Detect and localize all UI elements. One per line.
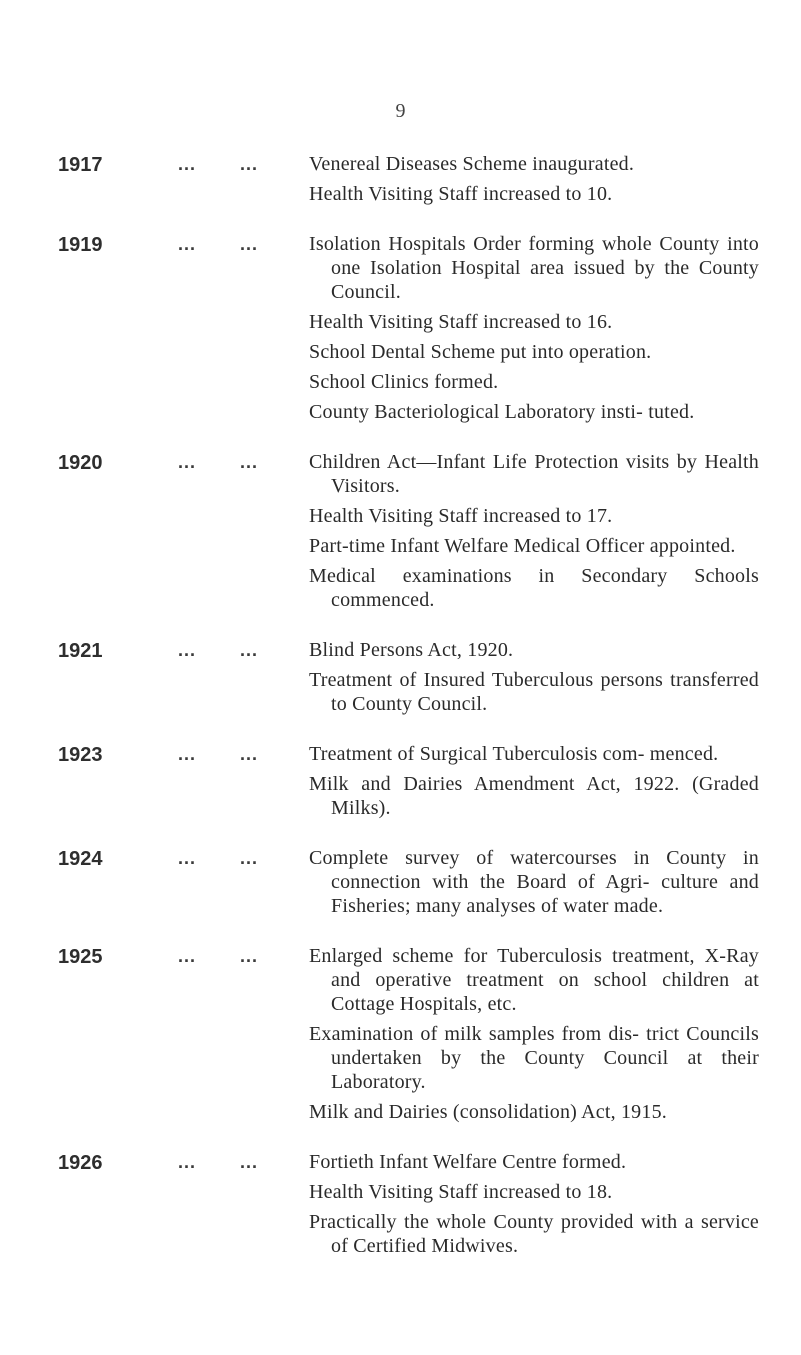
entry-items: [309, 450, 759, 612]
entry-1923: [0, 742, 801, 820]
entry-item: Blind Persons Act, 1920.: [309, 639, 514, 661]
entry-1921: [0, 638, 801, 716]
entry-item: School Clinics formed.: [309, 371, 499, 393]
entry-item: Examination of milk samples from dis- trict Councils undertaken by the County Council at their Laboratory.: [309, 1023, 759, 1093]
entry-item: Milk and Dairies (consolidation) Act, 1915.: [309, 1101, 667, 1123]
page-number: 9: [395, 100, 406, 122]
dot-leader: ...: [178, 1152, 197, 1172]
entry-year: 1923: [58, 744, 103, 766]
entry-item: Complete survey of watercourses in County in connection with the Board of Agri- culture and Fisheries; many analyses of water made.: [309, 847, 759, 917]
entry-item: Medical examinations in Secondary Schools commenced.: [309, 565, 759, 611]
entry-item: Health Visiting Staff increased to 18.: [309, 1181, 613, 1203]
entry-item: Treatment of Insured Tuberculous persons transferred to County Council.: [309, 669, 759, 715]
dot-leader: ...: [240, 946, 259, 966]
entry-1917: [0, 152, 801, 206]
entry-items: [309, 152, 759, 206]
entry-items: [309, 944, 759, 1124]
dot-leader: ...: [178, 234, 197, 254]
entry-item: Part-time Infant Welfare Medical Officer appointed.: [309, 535, 736, 557]
entry-year: 1926: [58, 1152, 103, 1174]
entry-item: Fortieth Infant Welfare Centre formed.: [309, 1151, 627, 1173]
entry-item: Milk and Dairies Amendment Act, 1922. (Graded Milks).: [309, 773, 759, 819]
entry-item: Isolation Hospitals Order forming whole County into one Isolation Hospital area issued by the County Council.: [309, 233, 759, 303]
entry-item: Children Act—Infant Life Protection visits by Health Visitors.: [309, 451, 759, 497]
chronology-list: [0, 152, 801, 1284]
entry-item: Enlarged scheme for Tuberculosis treatment, X-Ray and operative treatment on school children at Cottage Hospitals, etc.: [309, 945, 759, 1015]
dot-leader: ...: [178, 744, 197, 764]
entry-year: 1925: [58, 946, 103, 968]
dot-leader: ...: [240, 1152, 259, 1172]
dot-leader: ...: [240, 640, 259, 660]
entry-1925: [0, 944, 801, 1124]
entry-year: 1919: [58, 234, 103, 256]
entry-item: Practically the whole County provided with a service of Certified Midwives.: [309, 1211, 759, 1257]
dot-leader: ...: [178, 640, 197, 660]
entry-1926: [0, 1150, 801, 1258]
entry-items: [309, 1150, 759, 1258]
dot-leader: ...: [240, 154, 259, 174]
entry-year: 1917: [58, 154, 103, 176]
dot-leader: ...: [240, 234, 259, 254]
entry-item: Health Visiting Staff increased to 10.: [309, 183, 613, 205]
entry-item: Health Visiting Staff increased to 17.: [309, 505, 613, 527]
entry-item: Treatment of Surgical Tuberculosis com- menced.: [309, 743, 719, 765]
dot-leader: ...: [178, 154, 197, 174]
dot-leader: ...: [178, 848, 197, 868]
entry-item: County Bacteriological Laboratory insti- tuted.: [309, 401, 695, 423]
entry-1920: [0, 450, 801, 612]
entry-item: School Dental Scheme put into operation.: [309, 341, 652, 363]
dot-leader: ...: [240, 452, 259, 472]
entry-items: [309, 742, 759, 820]
entry-year: 1921: [58, 640, 103, 662]
entry-year: 1924: [58, 848, 103, 870]
entry-item: Health Visiting Staff increased to 16.: [309, 311, 613, 333]
entry-year: 1920: [58, 452, 103, 474]
entry-1919: [0, 232, 801, 424]
dot-leader: ...: [178, 946, 197, 966]
entry-items: [309, 846, 759, 918]
entry-item: Venereal Diseases Scheme inaugurated.: [309, 153, 635, 175]
entry-1924: [0, 846, 801, 918]
entry-items: [309, 638, 759, 716]
dot-leader: ...: [240, 848, 259, 868]
dot-leader: ...: [240, 744, 259, 764]
dot-leader: ...: [178, 452, 197, 472]
entry-items: [309, 232, 759, 424]
